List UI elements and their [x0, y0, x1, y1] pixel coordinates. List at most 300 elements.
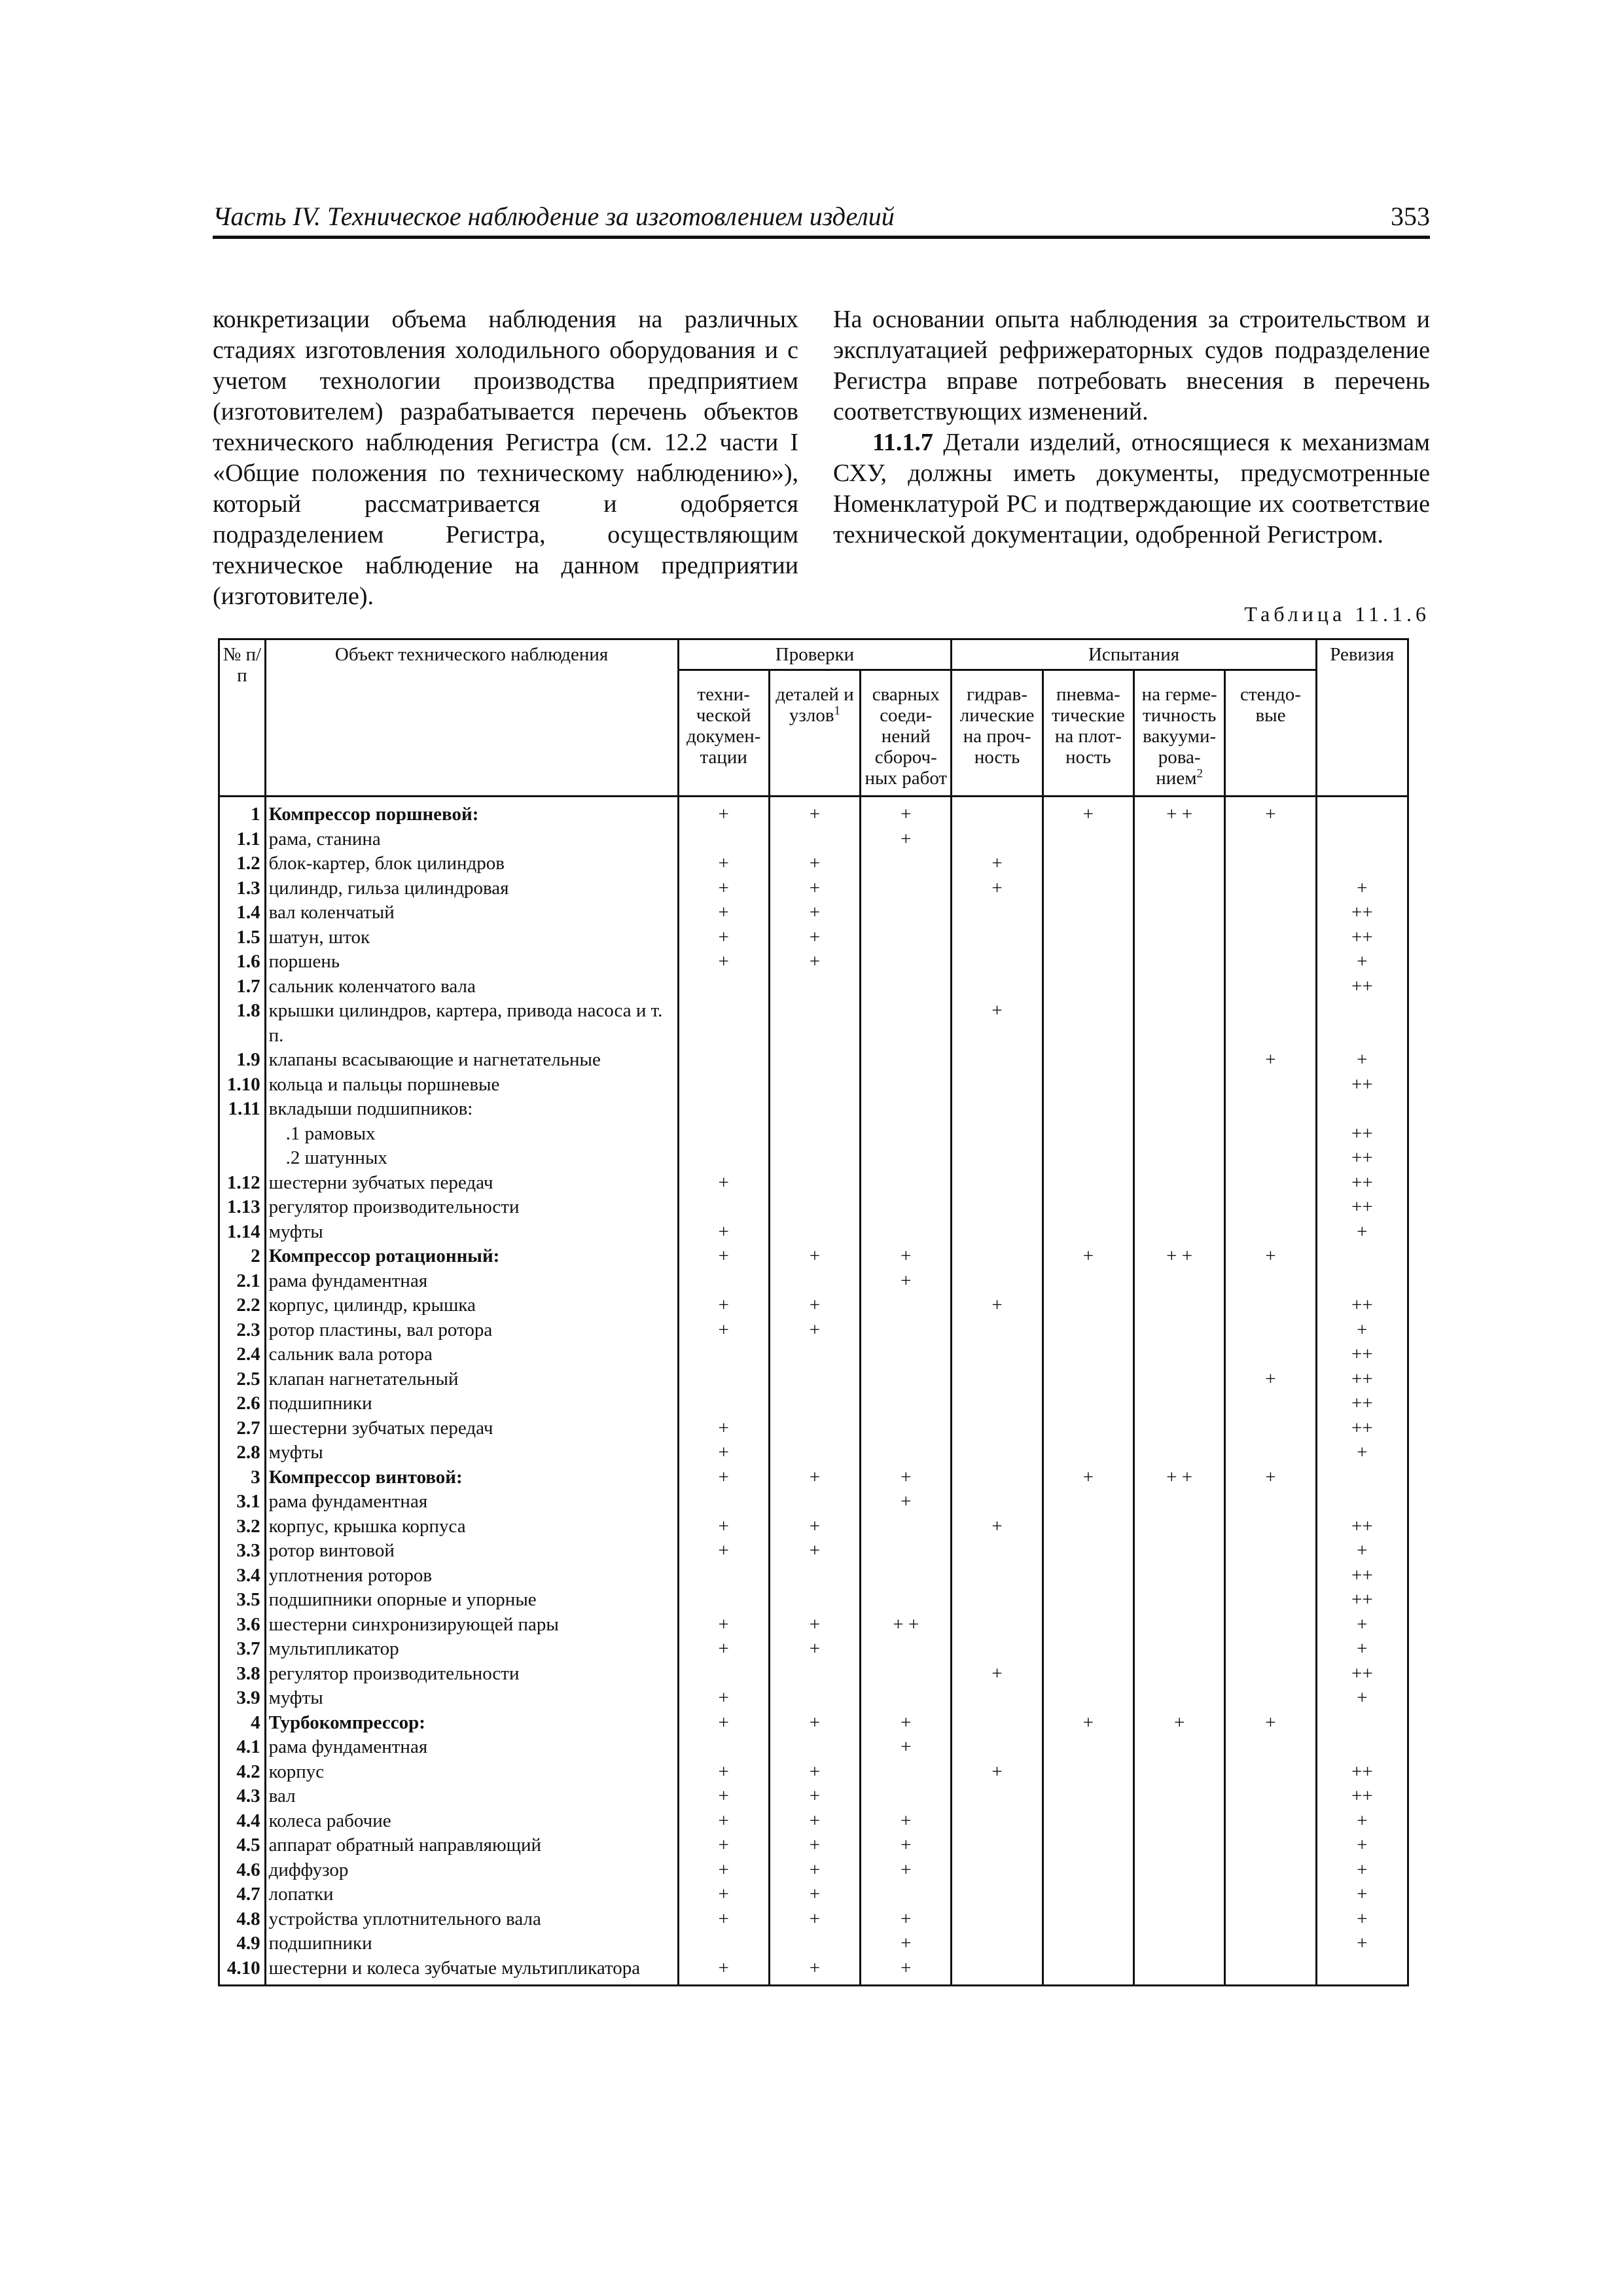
cell-name: .1 рамовых	[265, 1122, 678, 1147]
cell-rev: ++	[1316, 1342, 1408, 1367]
cell-name: мультипликатор	[265, 1637, 678, 1662]
cell-parts	[769, 1441, 860, 1465]
cell-hydro	[952, 1122, 1043, 1147]
cell-welds: +	[861, 1711, 952, 1736]
table-row	[219, 1122, 1408, 1147]
table-row	[219, 1907, 1408, 1932]
cell-bench	[1225, 1588, 1316, 1613]
cell-docs	[678, 1073, 769, 1098]
cell-pneu	[1043, 1907, 1133, 1932]
cell-parts	[769, 1097, 860, 1122]
cell-pneu	[1043, 1833, 1133, 1858]
cell-bench: +	[1225, 1048, 1316, 1073]
cell-bench	[1225, 876, 1316, 901]
running-title: Часть IV. Техническое наблюдение за изготовлением изделий	[213, 202, 895, 231]
cell-welds	[861, 1122, 952, 1147]
table-row	[219, 1711, 1408, 1736]
cell-docs: +	[678, 1907, 769, 1932]
cell-tight: + +	[1134, 1244, 1225, 1269]
cell-docs: +	[678, 1613, 769, 1638]
cell-bench	[1225, 1662, 1316, 1687]
cell-num: 4.1	[219, 1735, 266, 1760]
cell-tight	[1134, 1391, 1225, 1416]
cell-name: сальник коленчатого вала	[265, 975, 678, 999]
cell-rev: +	[1316, 1048, 1408, 1073]
cell-rev	[1316, 797, 1408, 827]
cell-name: ротор винтовой	[265, 1539, 678, 1564]
cell-name: подшипники опорные и упорные	[265, 1588, 678, 1613]
cell-rev: ++	[1316, 1515, 1408, 1539]
cell-hydro: +	[952, 1515, 1043, 1539]
cell-welds	[861, 1637, 952, 1662]
cell-docs	[678, 827, 769, 852]
table-row	[219, 999, 1408, 1048]
cell-docs	[678, 1122, 769, 1147]
cell-pneu	[1043, 1048, 1133, 1073]
cell-tight	[1134, 827, 1225, 852]
cell-hydro	[952, 1784, 1043, 1809]
cell-parts	[769, 1171, 860, 1196]
cell-name: корпус, крышка корпуса	[265, 1515, 678, 1539]
cell-tight	[1134, 1662, 1225, 1687]
table-row	[219, 1048, 1408, 1073]
cell-name: шестерни зубчатых передач	[265, 1171, 678, 1196]
cell-pneu	[1043, 1073, 1133, 1098]
cell-tight	[1134, 925, 1225, 950]
cell-tight	[1134, 950, 1225, 975]
header-num: № п/п	[219, 639, 266, 797]
left-text-column	[213, 304, 798, 612]
cell-bench	[1225, 827, 1316, 852]
cell-bench	[1225, 1391, 1316, 1416]
cell-num: 4.10	[219, 1956, 266, 1986]
cell-rev: ++	[1316, 1195, 1408, 1220]
cell-tight	[1134, 1613, 1225, 1638]
cell-bench	[1225, 950, 1316, 975]
cell-welds: +	[861, 1465, 952, 1490]
table-row	[219, 1416, 1408, 1441]
cell-name: аппарат обратный направляющий	[265, 1833, 678, 1858]
cell-hydro	[952, 975, 1043, 999]
cell-name: муфты	[265, 1220, 678, 1245]
cell-rev: +	[1316, 1907, 1408, 1932]
cell-welds: +	[861, 1931, 952, 1956]
cell-docs: +	[678, 1882, 769, 1907]
cell-name: диффузор	[265, 1858, 678, 1883]
cell-welds: +	[861, 1735, 952, 1760]
cell-docs: +	[678, 1833, 769, 1858]
cell-welds	[861, 1293, 952, 1318]
cell-welds: +	[861, 797, 952, 827]
cell-rev	[1316, 827, 1408, 852]
cell-bench	[1225, 1907, 1316, 1932]
cell-welds	[861, 1391, 952, 1416]
cell-hydro: +	[952, 1293, 1043, 1318]
cell-docs	[678, 1735, 769, 1760]
cell-parts	[769, 1662, 860, 1687]
cell-name: шестерни и колеса зубчатые мультипликатора	[265, 1956, 678, 1986]
cell-docs	[678, 1588, 769, 1613]
cell-docs	[678, 1391, 769, 1416]
cell-pneu	[1043, 1391, 1133, 1416]
cell-hydro	[952, 1073, 1043, 1098]
cell-tight	[1134, 1956, 1225, 1986]
cell-tight	[1134, 1220, 1225, 1245]
cell-num: 3.3	[219, 1539, 266, 1564]
cell-bench	[1225, 1293, 1316, 1318]
clause-number: 11.1.7	[872, 429, 933, 456]
cell-parts: +	[769, 1637, 860, 1662]
cell-num: 2.2	[219, 1293, 266, 1318]
cell-docs: +	[678, 1515, 769, 1539]
cell-tight	[1134, 1048, 1225, 1073]
cell-welds	[861, 1195, 952, 1220]
cell-num: 2.7	[219, 1416, 266, 1441]
footnote-marker-2: 2	[1196, 766, 1204, 781]
cell-name: блок-картер, блок цилиндров	[265, 852, 678, 876]
cell-docs: +	[678, 1760, 769, 1785]
cell-tight	[1134, 1760, 1225, 1785]
cell-tight	[1134, 1686, 1225, 1711]
cell-parts	[769, 1686, 860, 1711]
table-row	[219, 1564, 1408, 1588]
cell-docs: +	[678, 925, 769, 950]
cell-pneu	[1043, 1564, 1133, 1588]
cell-docs: +	[678, 901, 769, 925]
cell-pneu	[1043, 1613, 1133, 1638]
cell-pneu	[1043, 1171, 1133, 1196]
table-row	[219, 1441, 1408, 1465]
cell-name: ротор пластины, вал ротора	[265, 1318, 678, 1343]
cell-welds	[861, 1784, 952, 1809]
cell-num: 1.9	[219, 1048, 266, 1073]
cell-docs	[678, 1146, 769, 1171]
cell-docs	[678, 1269, 769, 1294]
cell-docs	[678, 1048, 769, 1073]
cell-parts	[769, 1122, 860, 1147]
cell-tight	[1134, 1441, 1225, 1465]
cell-rev: +	[1316, 1686, 1408, 1711]
table-row	[219, 1244, 1408, 1269]
cell-tight	[1134, 999, 1225, 1048]
cell-pneu	[1043, 1882, 1133, 1907]
cell-bench	[1225, 1097, 1316, 1122]
cell-bench	[1225, 1269, 1316, 1294]
cell-tight	[1134, 1269, 1225, 1294]
table-row	[219, 1269, 1408, 1294]
cell-welds: +	[861, 1833, 952, 1858]
cell-docs: +	[678, 950, 769, 975]
cell-welds	[861, 1146, 952, 1171]
cell-pneu	[1043, 1122, 1133, 1147]
cell-pneu	[1043, 1539, 1133, 1564]
cell-name: муфты	[265, 1686, 678, 1711]
header-parts	[769, 670, 860, 797]
cell-num: 3.9	[219, 1686, 266, 1711]
header-bench: стендо- вые	[1225, 670, 1316, 797]
cell-hydro	[952, 1637, 1043, 1662]
cell-parts: +	[769, 950, 860, 975]
cell-docs: +	[678, 1441, 769, 1465]
table-row	[219, 1097, 1408, 1122]
cell-hydro	[952, 1711, 1043, 1736]
cell-pneu	[1043, 1637, 1133, 1662]
cell-num	[219, 1146, 266, 1171]
cell-num: 1.2	[219, 852, 266, 876]
table-row	[219, 1465, 1408, 1490]
header-tightness	[1134, 670, 1225, 797]
cell-hydro	[952, 1956, 1043, 1986]
cell-welds	[861, 1564, 952, 1588]
cell-parts	[769, 1490, 860, 1515]
cell-num: 2.4	[219, 1342, 266, 1367]
cell-tight	[1134, 1073, 1225, 1098]
table-row	[219, 1588, 1408, 1613]
cell-docs: +	[678, 1465, 769, 1490]
cell-name: корпус, цилиндр, крышка	[265, 1293, 678, 1318]
cell-welds: +	[861, 1858, 952, 1883]
cell-bench	[1225, 1686, 1316, 1711]
cell-num: 1.5	[219, 925, 266, 950]
cell-hydro	[952, 1048, 1043, 1073]
cell-parts: +	[769, 1809, 860, 1834]
cell-bench	[1225, 1220, 1316, 1245]
cell-tight	[1134, 1539, 1225, 1564]
cell-rev	[1316, 1490, 1408, 1515]
cell-parts: +	[769, 852, 860, 876]
cell-hydro	[952, 1416, 1043, 1441]
cell-welds: +	[861, 1809, 952, 1834]
cell-bench	[1225, 1760, 1316, 1785]
cell-tight	[1134, 1564, 1225, 1588]
cell-tight	[1134, 1809, 1225, 1834]
table-row	[219, 1539, 1408, 1564]
cell-hydro	[952, 1244, 1043, 1269]
cell-docs: +	[678, 1539, 769, 1564]
cell-pneu	[1043, 1735, 1133, 1760]
cell-tight	[1134, 1858, 1225, 1883]
cell-parts: +	[769, 1858, 860, 1883]
cell-pneu	[1043, 1367, 1133, 1392]
cell-welds	[861, 901, 952, 925]
table-row	[219, 1342, 1408, 1367]
cell-tight	[1134, 975, 1225, 999]
cell-num: 3	[219, 1465, 266, 1490]
cell-tight	[1134, 1171, 1225, 1196]
cell-name: корпус	[265, 1760, 678, 1785]
cell-pneu: +	[1043, 1244, 1133, 1269]
table-row	[219, 852, 1408, 876]
cell-docs	[678, 975, 769, 999]
cell-docs: +	[678, 797, 769, 827]
cell-name: вкладыши подшипников:	[265, 1097, 678, 1122]
cell-bench	[1225, 1539, 1316, 1564]
cell-pneu	[1043, 1588, 1133, 1613]
cell-num: 2	[219, 1244, 266, 1269]
cell-welds	[861, 950, 952, 975]
cell-docs	[678, 1490, 769, 1515]
cell-num: 1.10	[219, 1073, 266, 1098]
table-row	[219, 901, 1408, 925]
cell-parts: +	[769, 1539, 860, 1564]
cell-name: клапан нагнетательный	[265, 1367, 678, 1392]
table-row	[219, 1367, 1408, 1392]
cell-pneu	[1043, 950, 1133, 975]
table-row	[219, 1490, 1408, 1515]
cell-parts: +	[769, 1613, 860, 1638]
cell-num: 1.14	[219, 1220, 266, 1245]
header-tech-docs: техни- ческой докумен- тации	[678, 670, 769, 797]
table-row	[219, 1931, 1408, 1956]
cell-rev: ++	[1316, 1760, 1408, 1785]
cell-rev: ++	[1316, 1146, 1408, 1171]
cell-pneu	[1043, 1931, 1133, 1956]
cell-parts: +	[769, 1711, 860, 1736]
cell-rev: ++	[1316, 975, 1408, 999]
cell-parts: +	[769, 1318, 860, 1343]
cell-name: поршень	[265, 950, 678, 975]
cell-bench	[1225, 901, 1316, 925]
table-row	[219, 1073, 1408, 1098]
cell-bench: +	[1225, 1244, 1316, 1269]
table-body	[219, 797, 1408, 1986]
cell-parts	[769, 1564, 860, 1588]
cell-name: вал	[265, 1784, 678, 1809]
cell-parts	[769, 999, 860, 1048]
cell-docs: +	[678, 1809, 769, 1834]
cell-rev: ++	[1316, 901, 1408, 925]
cell-docs: +	[678, 1293, 769, 1318]
cell-welds	[861, 1171, 952, 1196]
cell-tight	[1134, 1882, 1225, 1907]
cell-rev: ++	[1316, 1784, 1408, 1809]
cell-name: шатун, шток	[265, 925, 678, 950]
cell-rev: ++	[1316, 925, 1408, 950]
cell-bench	[1225, 1858, 1316, 1883]
cell-hydro	[952, 950, 1043, 975]
table-row	[219, 1318, 1408, 1343]
cell-name: сальник вала ротора	[265, 1342, 678, 1367]
cell-name: подшипники	[265, 1391, 678, 1416]
cell-docs: +	[678, 1416, 769, 1441]
header-revision: Ревизия	[1316, 639, 1408, 797]
cell-parts	[769, 1146, 860, 1171]
cell-tight	[1134, 1122, 1225, 1147]
cell-bench	[1225, 1515, 1316, 1539]
cell-bench	[1225, 1073, 1316, 1098]
cell-hydro	[952, 1146, 1043, 1171]
table-row	[219, 925, 1408, 950]
cell-docs: +	[678, 1686, 769, 1711]
cell-num: 3.8	[219, 1662, 266, 1687]
cell-bench: +	[1225, 797, 1316, 827]
cell-hydro	[952, 1490, 1043, 1515]
cell-name: шестерни синхронизирующей пары	[265, 1613, 678, 1638]
cell-name: лопатки	[265, 1882, 678, 1907]
cell-name: Турбокомпрессор:	[265, 1711, 678, 1736]
table-row	[219, 1784, 1408, 1809]
cell-hydro	[952, 1809, 1043, 1834]
cell-num: 1.3	[219, 876, 266, 901]
cell-tight	[1134, 1342, 1225, 1367]
cell-name: крышки цилиндров, картера, привода насоса и т. п.	[265, 999, 678, 1048]
header-hydraulic: гидрав- лические на проч- ность	[952, 670, 1043, 797]
cell-num: 1	[219, 797, 266, 827]
cell-pneu	[1043, 1662, 1133, 1687]
cell-hydro: +	[952, 999, 1043, 1048]
cell-rev: ++	[1316, 1662, 1408, 1687]
cell-hydro	[952, 1318, 1043, 1343]
cell-pneu	[1043, 901, 1133, 925]
cell-docs: +	[678, 1637, 769, 1662]
cell-rev: ++	[1316, 1391, 1408, 1416]
cell-pneu	[1043, 1342, 1133, 1367]
cell-tight	[1134, 901, 1225, 925]
cell-welds	[861, 1882, 952, 1907]
cell-docs: +	[678, 1244, 769, 1269]
cell-rev: +	[1316, 950, 1408, 975]
table-row	[219, 1391, 1408, 1416]
cell-num: 2.5	[219, 1367, 266, 1392]
cell-parts: +	[769, 925, 860, 950]
cell-bench: +	[1225, 1367, 1316, 1392]
cell-bench	[1225, 1416, 1316, 1441]
cell-tight	[1134, 1318, 1225, 1343]
cell-bench	[1225, 1171, 1316, 1196]
cell-bench	[1225, 1956, 1316, 1986]
cell-bench	[1225, 1637, 1316, 1662]
cell-docs	[678, 1564, 769, 1588]
cell-num: 4	[219, 1711, 266, 1736]
cell-tight: + +	[1134, 797, 1225, 827]
cell-rev: +	[1316, 1858, 1408, 1883]
cell-name: Компрессор поршневой:	[265, 797, 678, 827]
header-object: Объект технического наблюдения	[265, 639, 678, 797]
cell-welds	[861, 1515, 952, 1539]
cell-rev: ++	[1316, 1122, 1408, 1147]
cell-num: 1.1	[219, 827, 266, 852]
cell-name: рама, станина	[265, 827, 678, 852]
cell-docs: +	[678, 876, 769, 901]
cell-num: 1.8	[219, 999, 266, 1048]
table-row	[219, 975, 1408, 999]
cell-pneu	[1043, 1269, 1133, 1294]
cell-tight	[1134, 1833, 1225, 1858]
cell-name: кольца и пальцы поршневые	[265, 1073, 678, 1098]
cell-hydro	[952, 1735, 1043, 1760]
cell-hydro	[952, 1539, 1043, 1564]
cell-name: регулятор производительности	[265, 1662, 678, 1687]
cell-hydro	[952, 1171, 1043, 1196]
cell-num: 1.11	[219, 1097, 266, 1122]
cell-rev: ++	[1316, 1367, 1408, 1392]
cell-parts: +	[769, 1293, 860, 1318]
cell-docs: +	[678, 852, 769, 876]
cell-hydro	[952, 1465, 1043, 1490]
table-row	[219, 1515, 1408, 1539]
cell-name: регулятор производительности	[265, 1195, 678, 1220]
cell-num: 4.2	[219, 1760, 266, 1785]
table-row	[219, 1662, 1408, 1687]
cell-parts: +	[769, 1833, 860, 1858]
cell-name: клапаны всасывающие и нагнетательные	[265, 1048, 678, 1073]
cell-rev: +	[1316, 1931, 1408, 1956]
cell-pneu	[1043, 852, 1133, 876]
cell-name: устройства уплотнительного вала	[265, 1907, 678, 1932]
cell-pneu: +	[1043, 1711, 1133, 1736]
cell-parts	[769, 1367, 860, 1392]
cell-docs: +	[678, 1220, 769, 1245]
